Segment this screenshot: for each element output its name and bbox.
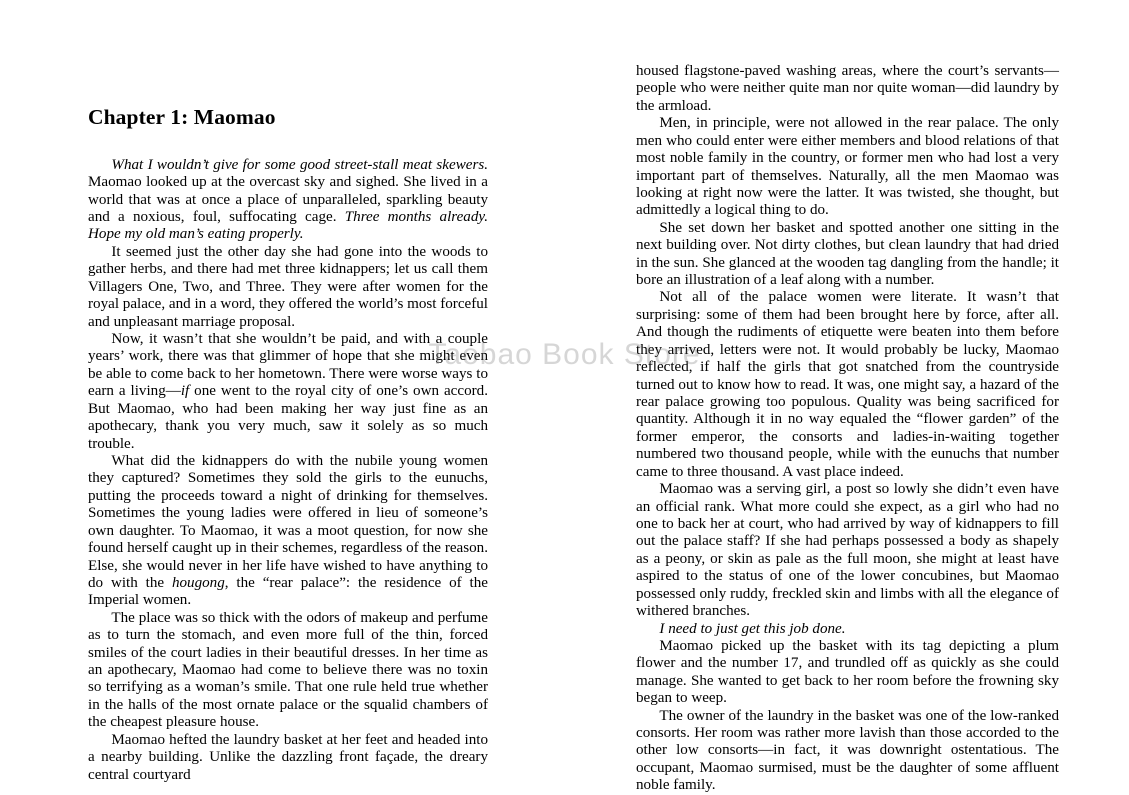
paragraph: Men, in principle, were not allowed in the rear palace. The only men who could enter were either members and blood relations of that most noble family in the country, or former men who had lost a very important part of themselves. Naturally, all the men Maomao was looking at right now were the latter. It was twisted, she thought, but admittedly a logical thing to do. [636,115,1059,219]
emphasis-text: I need to just get this job done. [659,620,846,637]
chapter-title: Chapter 1: Maomao [88,105,276,129]
paragraph: The place was so thick with the odors of makeup and perfume as to turn the stomach, and even more full of the thin, forced smiles of the court ladies in their beautiful dresses. In her time as an apothecary, Maomao had come to believe there was no toxin so terrifying as a woman’s smile. That one rule held true whether in the halls of the most ornate palace or the squalid chambers of the cheapest pleasure house. [88,609,488,731]
emphasis-text: Three months already. Hope my old man’s eating properly. [88,209,489,243]
paragraph: Not all of the palace women were literate. It wasn’t that surprising: some of them had been brought here by force, after all. And though the rudiments of etiquette were beaten into them before they arrived, letters were not. It would probably be lucky, Maomao reflected, if half the girls that got snatched from the countryside turned out to know how to read. It was, one might say, a hazard of the rear palace growing too populous. Quality was being sacrificed for quantity. Although it in no way equaled the “flower garden” of the former emperor, the consorts and ladies-in-waiting together numbered two thousand people, while with the eunuchs that number came to three thousand. A vast place indeed. [636,289,1059,480]
watermark: Taobao Book Store [428,338,701,371]
paragraph: housed flagstone-paved washing areas, where the court’s servants—people who were neither quite man nor quite woman—did laundry by the armload. [636,63,1059,114]
right-page-body [636,63,1059,795]
left-page-body [88,157,488,784]
page-right [566,0,1129,794]
paragraph: What I wouldn’t give for some good street-stall meat skewers. Maomao looked up at the overcast sky and sighed. She lived in a world that was at once a place of unparalleled, sparkling beauty and a noxious, foul, suffocating cage. Three months already. Hope my old man’s eating properly. [88,156,489,243]
emphasis-text: What I wouldn’t give for some good street-stall meat skewers. [111,156,488,173]
paragraph: Maomao hefted the laundry basket at her feet and headed into a nearby building. Unlike the dazzling front façade, the dreary central courtyard [88,731,488,783]
emphasis-text: hougong [171,574,225,591]
page-left [0,0,566,783]
paragraph: What did the kidnappers do with the nubile young women they captured? Sometimes they sold the girls to the eunuchs, putting the proceeds toward a night of drinking for themselves. Sometimes the young ladies were offered in lieu of someone’s own daughter. To Maomao, it was a moot question, for now she found herself caught up in their schemes, regardless of the reason. Else, she would never in her life have wished to have anything to do with the hougong, the “rear palace”: the residence of the Imperial women. [88,452,488,609]
paragraph: Maomao picked up the basket with its tag depicting a plum flower and the number 17, and trundled off as quickly as she could manage. She wanted to get back to her room before the frowning sky began to weep. [636,637,1059,707]
paragraph: It seemed just the other day she had gone into the woods to gather herbs, and there had met three kidnappers; let us call them Villagers One, Two, and Three. They were after women for the royal palace, and in a word, they offered the world’s most forceful and unpleasant marriage proposal. [88,243,488,330]
paragraph: She set down her basket and spotted another one sitting in the next building over. Not dirty clothes, but clean laundry that had dried in the sun. She glanced at the wooden tag dangling from the handle; it bore an illustration of a leaf along with a number. [636,219,1059,289]
emphasis-text: if [180,383,190,400]
paragraph: Maomao was a serving girl, a post so lowly she didn’t even have an official rank. What more could she expect, as a girl who had no one to back her at court, who had arrived by way of kidnappers to fill out the palace staff? If she had perhaps possessed a body as shapely as a peony, or skin as pale as the full moon, she might at least have aspired to the status of one of the lower concubines, but Maomao possessed only ruddy, freckled skin and limbs with all the elegance of withered branches. [636,481,1059,620]
paragraph: The owner of the laundry in the basket was one of the low-ranked consorts. Her room was rather more lavish than those accorded to the other low consorts—in fact, it was downright ostentatious. The occupant, Maomao surmised, must be the daughter of some affluent noble family. [636,707,1059,794]
paragraph: Now, it wasn’t that she wouldn’t be paid, and with a couple years’ work, there was that glimmer of hope that she might even be able to come back to her hometown. There were worse ways to earn a living—if one went to the royal city of one’s own accord. But Maomao, who had been making her way just fine as an apothecary, thank you very much, saw it solely as so much trouble. [88,331,488,452]
paragraph [636,621,1059,638]
